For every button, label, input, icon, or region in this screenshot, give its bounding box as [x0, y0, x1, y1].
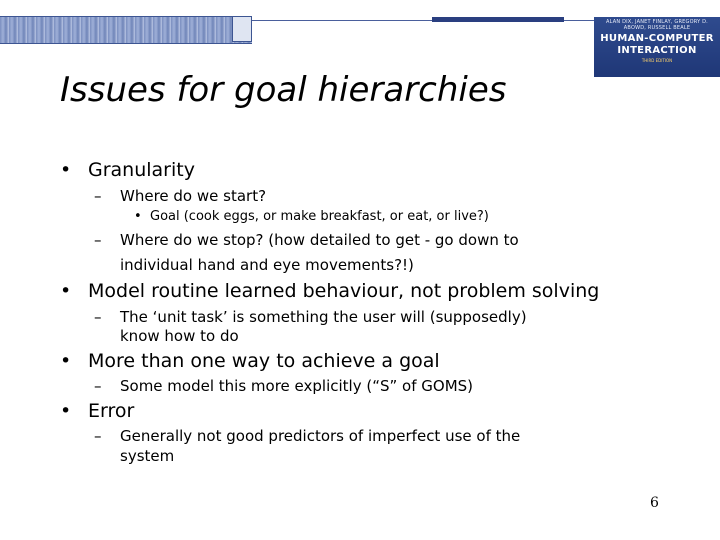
bullet-dot: • — [60, 280, 72, 302]
book-cover-logo — [594, 17, 720, 77]
bullet-error — [60, 400, 134, 422]
sub-bullet-text: system — [120, 447, 175, 465]
dash-marker: – — [94, 231, 102, 249]
sub-bullet-where-start — [94, 187, 266, 205]
sub-bullet-where-stop-cont — [120, 256, 414, 274]
header-dark-strip — [432, 17, 564, 22]
header-corner-box — [232, 16, 252, 42]
bullet-dot: • — [60, 400, 72, 422]
bullet-text: Granularity — [88, 159, 195, 181]
dash-marker: – — [94, 427, 102, 445]
book-title-line1: HUMAN-COMPUTER — [600, 33, 714, 44]
book-title-line2: INTERACTION — [617, 45, 697, 56]
page-number: 6 — [650, 495, 659, 511]
sub-bullet-unit-task-cont — [120, 327, 239, 345]
bullet-model-routine — [60, 280, 599, 302]
book-authors: ALAN DIX, JANET FINLAY, GREGORY D. ABOWD, RUSSELL BEALE — [606, 19, 708, 31]
sub-bullet-text: Where do we stop? (how detailed to get - go down to — [120, 231, 519, 249]
sub-sub-bullet-goal — [134, 209, 489, 224]
sub-bullet-generally — [94, 427, 520, 445]
bullet-dot: • — [60, 350, 72, 372]
bullet-text: Error — [88, 400, 135, 422]
bullet-text: More than one way to achieve a goal — [88, 350, 440, 372]
sub-bullet-where-stop — [94, 231, 519, 249]
bullet-granularity — [60, 159, 195, 181]
bullet-text: Model routine learned behaviour, not problem solving — [88, 280, 600, 302]
dash-marker: – — [94, 187, 102, 205]
sub-bullet-some-model — [94, 377, 473, 395]
book-edition: THIRD EDITION — [641, 58, 673, 63]
sub-bullet-text: know how to do — [120, 327, 239, 345]
slide-title: Issues for goal hierarchies — [60, 70, 507, 110]
sub-bullet-text: Some model this more explicitly (“S” of GOMS) — [120, 377, 474, 395]
dash-marker: – — [94, 308, 102, 326]
sub-bullet-text: Generally not good predictors of imperfect use of the — [120, 427, 521, 445]
sub-sub-bullet-text: Goal (cook eggs, or make breakfast, or eat, or live?) — [150, 209, 489, 224]
sub-bullet-text: Where do we start? — [120, 187, 267, 205]
sub-bullet-generally-cont — [120, 447, 174, 465]
bullet-dot: • — [60, 159, 72, 181]
sub-bullet-text: individual hand and eye movements?!) — [120, 256, 414, 274]
dash-marker: – — [94, 377, 102, 395]
header-pattern-band — [0, 16, 252, 44]
sub-bullet-unit-task — [94, 308, 527, 326]
bullet-more-than-one — [60, 350, 440, 372]
bullet-dot: • — [134, 209, 142, 224]
sub-bullet-text: The ‘unit task’ is something the user will (supposedly) — [120, 308, 527, 326]
